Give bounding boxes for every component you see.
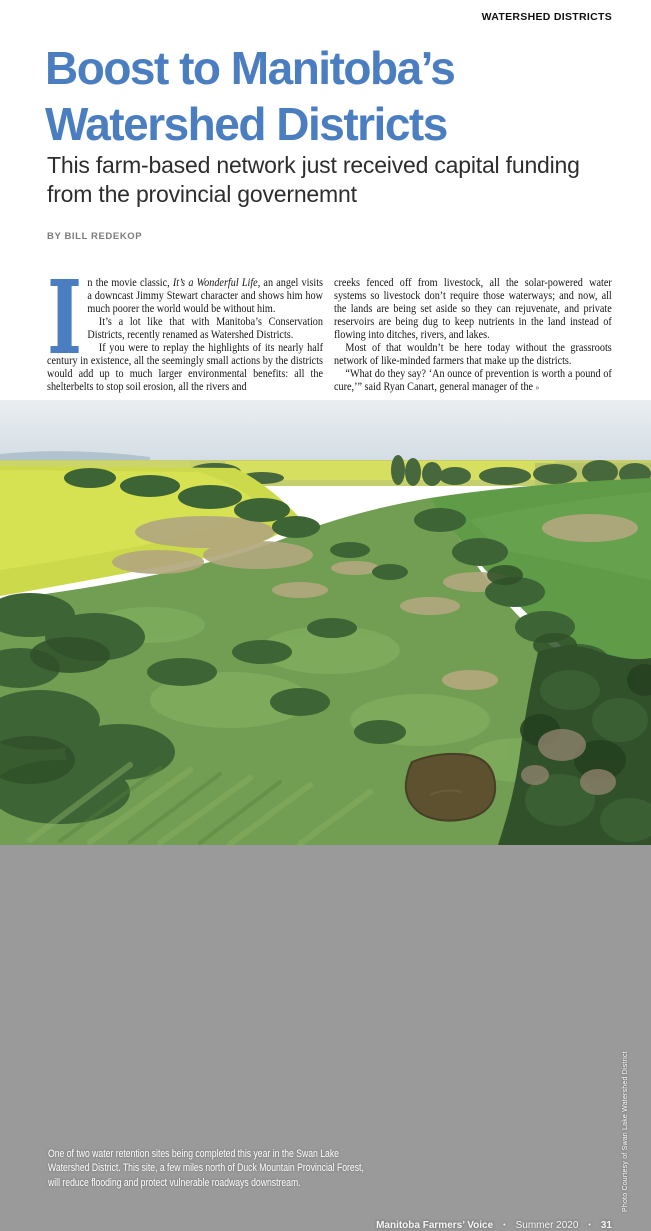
aerial-landscape-illustration (0, 400, 651, 845)
section-kicker: WATERSHED DISTRICTS (481, 11, 612, 23)
movie-title-italic: It’s a Wonderful Life (172, 276, 258, 289)
article-title-line1: Boost to Manitoba’s (45, 42, 455, 94)
article-title (45, 40, 454, 152)
dropcap-letter-i (50, 279, 80, 353)
issue-label: Summer 2020 (515, 1220, 579, 1231)
article-photo (0, 400, 651, 1231)
photo-caption (48, 1147, 450, 1190)
article-subtitle: This farm-based network just received capital funding from the provincial governemnt (47, 152, 580, 207)
photo-caption-text: One of two water retention sites being completed this year in the Swan Lake Watershed District. This site, a few miles north of Duck Mountain Provincial Forest, will reduce flooding and protect vulnerable roadways downstream. (48, 1148, 364, 1189)
paragraph (334, 367, 612, 394)
body-column-right (334, 276, 612, 394)
paragraph: creeks fenced off from livestock, all the solar-powered water systems so livestock don’t require those waterways; and now, all the lands are being set aside so they can rejuvenate, and private reservoirs are being dug to keep nutrients in the land instead of flowing into ditches, rivers, and lakes. (334, 276, 612, 341)
footer-separator-dot: • (588, 1222, 591, 1229)
article-title-line2: Watershed Districts (45, 98, 447, 150)
page-footer (376, 1220, 612, 1231)
magazine-name: Manitoba Farmers’ Voice (376, 1220, 494, 1231)
page-number: 31 (600, 1220, 612, 1231)
paragraph: It’s a lot like that with Manitoba’s Conservation Districts, recently renamed as Watershed Districts. (87, 315, 324, 341)
paragraph-text: “What do they say? ‘An ounce of prevention is worth a pound of cure,’” said Ryan Canart, general manager of the (334, 367, 612, 393)
photo-credit: Photo Courtesy of Swan Lake Watershed District (622, 1051, 629, 1212)
paragraph (47, 276, 323, 315)
paragraph-text: n the movie classic, (87, 276, 173, 289)
body-column-left (47, 276, 323, 393)
continued-marker: » (535, 383, 539, 392)
paragraph: If you were to replay the highlights of its nearly half century in existence, all the seemingly small actions by the districts would add up to much larger environmental benefits: all the shelterbelts to stop soil erosion, all the rivers and (47, 341, 324, 393)
paragraph: Most of that wouldn’t be here today without the grassroots network of like-minded farmers that make up the districts. (334, 341, 612, 367)
footer-separator-dot: • (503, 1222, 506, 1229)
article-byline: BY BILL REDEKOP (47, 231, 143, 242)
paragraph-text: , an angel visits a downcast Jimmy Stewart character and shows him how much poorer the world would be without him. (87, 276, 324, 315)
